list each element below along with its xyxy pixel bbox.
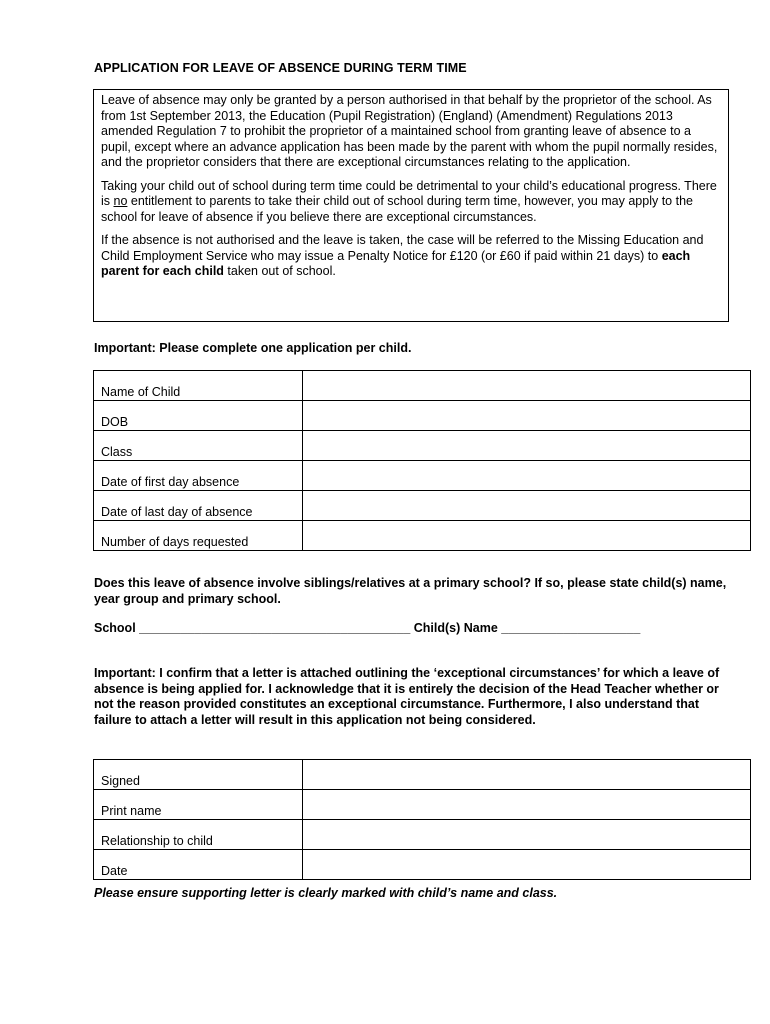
field-label-class: Class xyxy=(94,431,303,461)
table-row xyxy=(94,401,751,431)
page-title: APPLICATION FOR LEAVE OF ABSENCE DURING TERM TIME xyxy=(94,61,467,75)
field-label-days-requested: Number of days requested xyxy=(94,521,303,551)
field-input-class[interactable] xyxy=(303,431,751,461)
intro-p2-text-before: Taking your child out of school during term time could be detrimental to your child’s educational progress. There is xyxy=(101,178,717,208)
field-label-relationship: Relationship to child xyxy=(94,820,303,850)
table-row xyxy=(94,491,751,521)
intro-p2-underlined-no: no xyxy=(113,194,128,208)
field-label-print-name: Print name xyxy=(94,790,303,820)
footer-note: Please ensure supporting letter is clearly marked with child’s name and class. xyxy=(94,886,558,900)
school-childname-line[interactable]: School _______________________________________ Child(s) Name ____________________ xyxy=(94,621,641,635)
table-row xyxy=(94,461,751,491)
intro-p2-text-after: entitlement to parents to take their child out of school during term time, however, you may apply to the school for leave of absence if you believe there are exceptional circumstances. xyxy=(101,194,693,224)
intro-paragraph-2 xyxy=(101,179,722,226)
table-row xyxy=(94,820,751,850)
table-row xyxy=(94,850,751,880)
intro-box xyxy=(93,89,729,322)
field-input-days-requested[interactable] xyxy=(303,521,751,551)
intro-p3-text-after: taken out of school. xyxy=(223,264,336,278)
field-label-dob: DOB xyxy=(94,401,303,431)
field-input-relationship[interactable] xyxy=(303,820,751,850)
field-input-print-name[interactable] xyxy=(303,790,751,820)
field-input-first-day[interactable] xyxy=(303,461,751,491)
table-row xyxy=(94,790,751,820)
table-row xyxy=(94,760,751,790)
field-input-date[interactable] xyxy=(303,850,751,880)
signature-table xyxy=(93,759,751,880)
important-one-per-child: Important: Please complete one application per child. xyxy=(94,341,412,355)
field-input-last-day[interactable] xyxy=(303,491,751,521)
field-label-date: Date xyxy=(94,850,303,880)
intro-paragraph-3 xyxy=(101,233,722,280)
field-label-signed: Signed xyxy=(94,760,303,790)
siblings-question: Does this leave of absence involve siblings/relatives at a primary school? If so, please state child(s) name, year group and primary school. xyxy=(94,576,727,606)
field-input-name-of-child[interactable] xyxy=(303,371,751,401)
field-input-dob[interactable] xyxy=(303,401,751,431)
intro-paragraph-1: Leave of absence may only be granted by a person authorised in that behalf by the proprietor of the school. As from 1st September 2013, the Education (Pupil Registration) (England) (Amendment) Regulations 2013 amended Regulation 7 to prohibit the proprietor of a maintained school from granting leave of absence to a pupil, except where an advance application has been made by the parent with whom the pupil normally resides, and the proprietor considers that there are exceptional circumstances relating to the application. xyxy=(101,93,718,169)
table-row xyxy=(94,431,751,461)
field-label-name-of-child: Name of Child xyxy=(94,371,303,401)
field-label-last-day: Date of last day of absence xyxy=(94,491,303,521)
child-details-table xyxy=(93,370,751,551)
intro-p3-text-before: If the absence is not authorised and the leave is taken, the case will be referred to the Missing Education and Child Employment Service who may issue a Penalty Notice for £120 (or £60 if paid within 21 days) to xyxy=(101,233,704,263)
confirmation-statement: Important: I confirm that a letter is attached outlining the ‘exceptional circumstances’ for which a leave of absence is being applied for. I acknowledge that it is entirely the decision of the Head Teacher whether or not the reason provided constitutes an exceptional circumstance. Furthermore, I also understand that failure to attach a letter will result in this application not being considered. xyxy=(94,666,720,727)
table-row xyxy=(94,371,751,401)
table-row xyxy=(94,521,751,551)
intro-p3-bold: each parent for each child xyxy=(101,248,691,278)
field-label-first-day: Date of first day absence xyxy=(94,461,303,491)
field-input-signed[interactable] xyxy=(303,760,751,790)
